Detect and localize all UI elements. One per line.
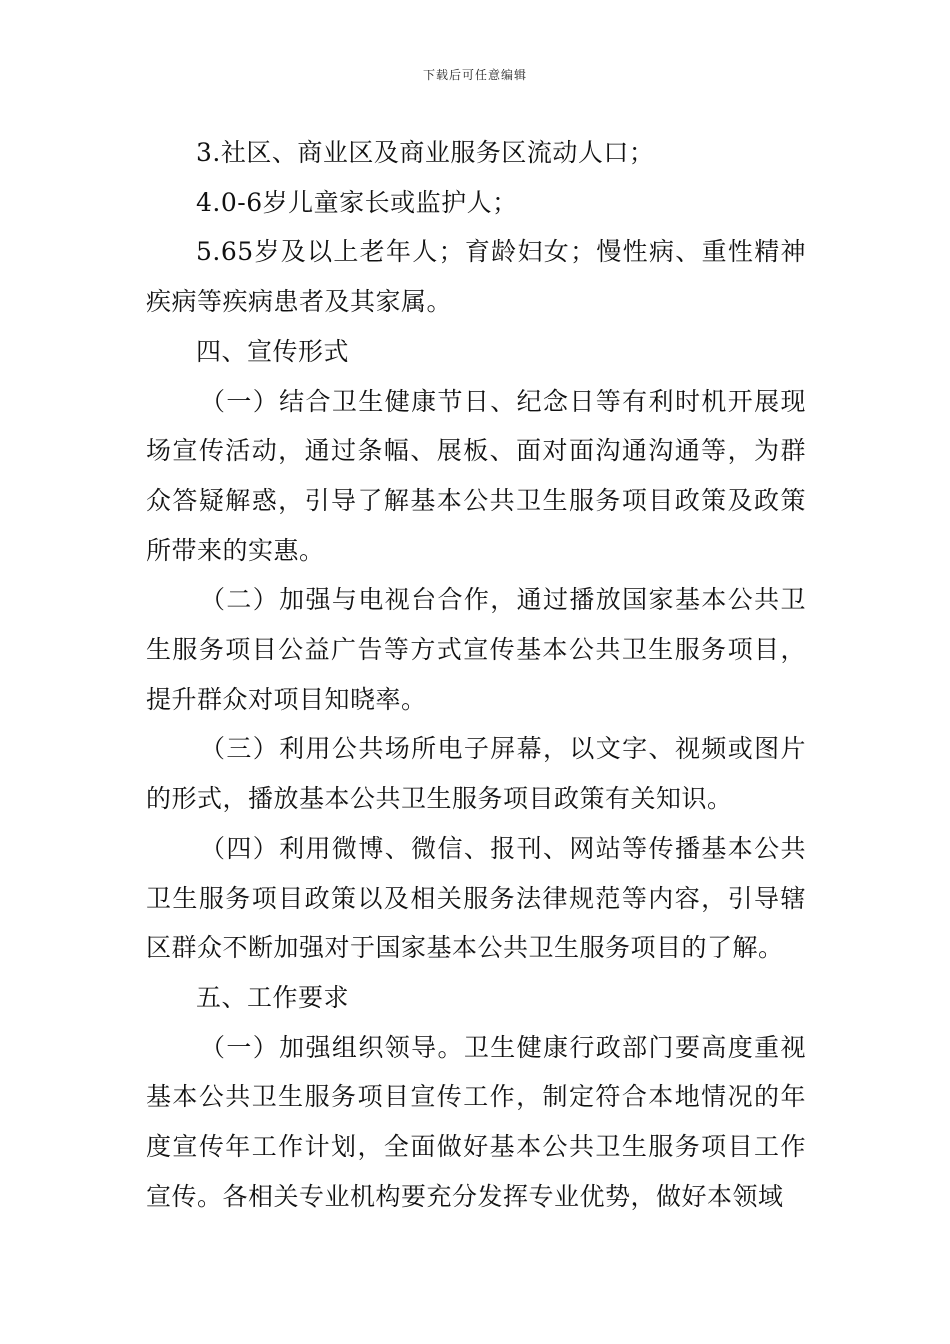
page-header-note: 下载后可任意编辑	[422, 68, 527, 82]
section-heading-4: 四、宣传形式	[196, 336, 350, 366]
list-item-5: 5.65岁及以上老年人；育龄妇女；慢性病、重性精神疾病等疾病患者及其家属。	[146, 237, 806, 317]
paragraph-5-1: （一）加强组织领导。卫生健康行政部门要高度重视基本公共卫生服务项目宣传工作，制定符合本地情况的年度宣传年工作计划，全面做好基本公共卫生服务项目工作宣传。各相关专业机构要充分发挥专业优势，做好本领域	[146, 1032, 806, 1211]
section-heading-5: 五、工作要求	[196, 982, 350, 1012]
paragraph-4-4: （四）利用微博、微信、报刊、网站等传播基本公共卫生服务项目政策以及相关服务法律规范等内容，引导辖区群众不断加强对于国家基本公共卫生服务项目的了解。	[146, 833, 806, 963]
list-item-3: 3.社区、商业区及商业服务区流动人口；	[196, 138, 655, 167]
paragraph-4-1: （一）结合卫生健康节日、纪念日等有利时机开展现场宣传活动，通过条幅、展板、面对面沟通沟通等，为群众答疑解惑，引导了解基本公共卫生服务项目政策及政策所带来的实惠。	[146, 386, 806, 565]
paragraph-4-3: （三）利用公共场所电子屏幕，以文字、视频或图片的形式，播放基本公共卫生服务项目政策有关知识。	[146, 734, 806, 814]
document-body	[146, 128, 806, 1221]
paragraph-4-2: （二）加强与电视台合作，通过播放国家基本公共卫生服务项目公益广告等方式宣传基本公共卫生服务项目，提升群众对项目知晓率。	[146, 585, 806, 714]
list-item-4: 4.0-6岁儿童家长或监护人；	[196, 187, 518, 217]
